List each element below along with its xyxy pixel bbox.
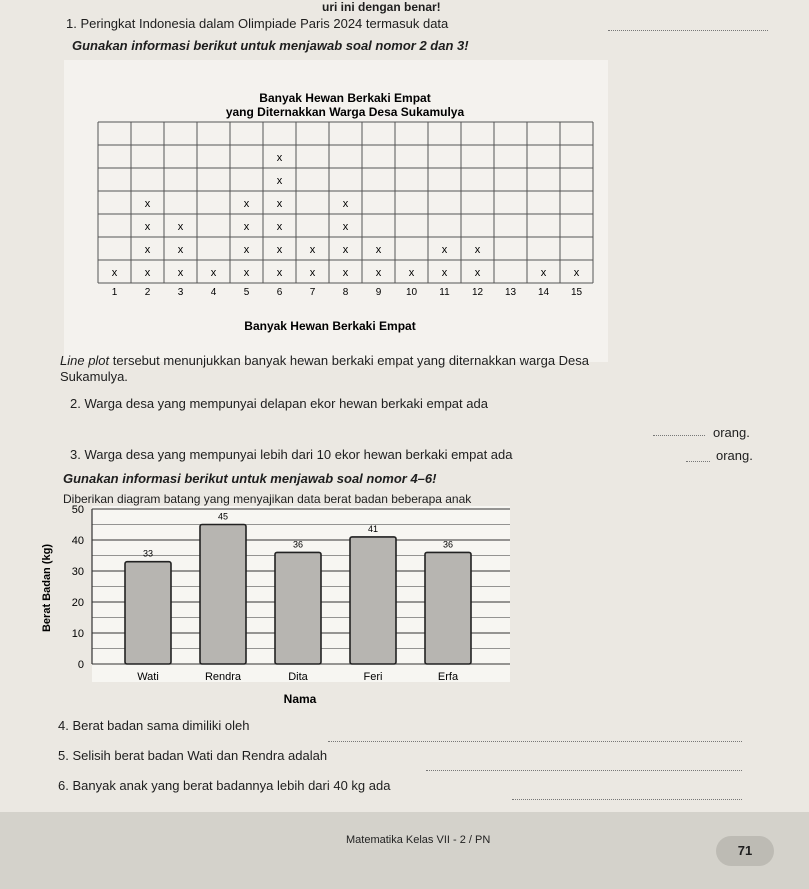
question-4: 4. Berat badan sama dimiliki oleh — [58, 718, 250, 733]
page-number: 71 — [716, 836, 774, 866]
line-plot-tick-label: 13 — [504, 287, 517, 298]
line-plot-tick-label: 4 — [210, 287, 217, 298]
answer-line-5 — [426, 770, 742, 771]
line-plot-mark: x — [276, 221, 283, 233]
line-plot-mark: x — [276, 198, 283, 210]
question-2: 2. Warga desa yang mempunyai delapan ekor hewan berkaki empat ada — [70, 396, 488, 411]
question-2-unit: orang. — [713, 425, 750, 440]
line-plot-mark: x — [243, 198, 250, 210]
line-plot-mark: x — [276, 175, 283, 187]
bar-chart-y-tick: 30 — [71, 566, 84, 578]
bar-chart-y-tick: 20 — [71, 597, 84, 609]
bar-chart-y-tick: 10 — [71, 628, 84, 640]
bar — [200, 525, 246, 665]
line-plot-mark: x — [474, 267, 481, 279]
bar — [275, 552, 321, 664]
bar-value-label: 36 — [292, 539, 304, 550]
line-plot-mark: x — [441, 244, 448, 256]
bar — [350, 537, 396, 664]
line-plot-mark: x — [144, 244, 151, 256]
question-3-unit: orang. — [716, 448, 753, 463]
line-plot-mark: x — [144, 267, 151, 279]
bar-chart-y-ticks — [72, 504, 84, 671]
bar-value-label: 33 — [142, 548, 154, 559]
line-plot-tick-label: 15 — [570, 287, 583, 298]
line-plot-mark: x — [342, 198, 349, 210]
line-plot-title-2: yang Diternakkan Warga Desa Sukamulya — [225, 105, 465, 119]
line-plot-tick-label: 7 — [309, 287, 316, 298]
bar-category-label: Dita — [288, 671, 308, 683]
line-plot-mark: x — [243, 244, 250, 256]
line-plot-mark: x — [474, 244, 481, 256]
line-plot-mark: x — [342, 221, 349, 233]
line-plot-tick-label: 8 — [342, 287, 349, 298]
question-6: 6. Banyak anak yang berat badannya lebih dari 40 kg ada — [58, 778, 391, 793]
instruction-2-3: Gunakan informasi berikut untuk menjawab soal nomor 2 dan 3! — [72, 38, 469, 53]
question-1: 1. Peringkat Indonesia dalam Olimpiade Paris 2024 termasuk data — [66, 16, 449, 31]
top-fragment: uri ini dengan benar! — [322, 0, 441, 14]
line-plot-tick-label: 14 — [537, 287, 550, 298]
bar — [425, 552, 471, 664]
line-plot-x-label: Banyak Hewan Berkaki Empat — [244, 319, 416, 333]
bar-chart-y-tick: 40 — [71, 535, 84, 547]
answer-line-4 — [328, 741, 742, 742]
line-plot-mark: x — [276, 267, 283, 279]
line-plot-mark: x — [540, 267, 547, 279]
line-plot-tick-label: 12 — [471, 287, 484, 298]
answer-line-6 — [512, 799, 742, 800]
line-plot-mark: x — [210, 267, 217, 279]
line-plot-mark: x — [177, 267, 184, 279]
line-plot-tick-label: 3 — [177, 287, 184, 298]
line-plot-tick-label: 5 — [243, 287, 250, 298]
line-plot-mark: x — [243, 267, 250, 279]
line-plot-mark: x — [276, 152, 283, 164]
bar-category-label: Rendra — [204, 671, 242, 683]
line-plot-mark: x — [111, 267, 118, 279]
bar-chart-y-tick: 0 — [77, 659, 84, 671]
bar-category-label: Feri — [363, 671, 383, 683]
line-plot-mark: x — [144, 221, 151, 233]
line-plot-mark: x — [441, 267, 448, 279]
bar-chart-x-label: Nama — [283, 692, 317, 706]
bar-value-label: 45 — [217, 511, 229, 522]
line-plot-mark: x — [342, 244, 349, 256]
line-plot-mark: x — [243, 221, 250, 233]
line-plot-mark: x — [309, 267, 316, 279]
line-plot-intro-2: Sukamulya. — [60, 369, 128, 384]
line-plot-mark: x — [408, 267, 415, 279]
line-plot-mark: x — [276, 244, 283, 256]
line-plot-tick-label: 2 — [144, 287, 151, 298]
bar-category-label: Wati — [137, 671, 159, 683]
line-plot-intro-rest: tersebut menunjukkan banyak hewan berkaki empat yang diternakkan warga Desa — [112, 353, 590, 368]
line-plot-mark: x — [309, 244, 316, 256]
question-5: 5. Selisih berat badan Wati dan Rendra adalah — [58, 748, 328, 763]
bar-value-label: 41 — [367, 523, 379, 534]
line-plot-tick-label: 9 — [375, 287, 382, 298]
question-3: 3. Warga desa yang mempunyai lebih dari 10 ekor hewan berkaki empat ada — [70, 447, 513, 462]
bar-chart-intro: Diberikan diagram batang yang menyajikan data berat badan beberapa anak — [63, 492, 472, 506]
line-plot-mark: x — [573, 267, 580, 279]
footer-subject: Matematika Kelas VII - 2 / PN — [346, 834, 491, 846]
line-plot-mark: x — [342, 267, 349, 279]
instruction-4-6: Gunakan informasi berikut untuk menjawab soal nomor 4–6! — [63, 471, 437, 486]
line-plot-tick-label: 1 — [111, 287, 118, 298]
line-plot-title-1: Banyak Hewan Berkaki Empat — [259, 91, 431, 105]
line-plot-tick-label: 6 — [276, 287, 283, 298]
bar-value-label: 36 — [442, 539, 454, 550]
line-plot-mark: x — [177, 221, 184, 233]
line-plot-tick-label: 10 — [405, 287, 418, 298]
bar-chart-y-label: Berat Badan (kg) — [41, 543, 53, 633]
bar-category-label: Erfa — [437, 671, 459, 683]
line-plot-tick-label: 11 — [439, 287, 450, 298]
footer-bar — [0, 812, 809, 889]
line-plot-mark: x — [144, 198, 151, 210]
line-plot-mark: x — [375, 267, 382, 279]
line-plot-mark: x — [177, 244, 184, 256]
line-plot-mark: x — [375, 244, 382, 256]
bar — [125, 562, 171, 664]
bar-chart-y-tick: 50 — [71, 504, 84, 516]
line-plot-term: Line plot — [60, 353, 110, 368]
